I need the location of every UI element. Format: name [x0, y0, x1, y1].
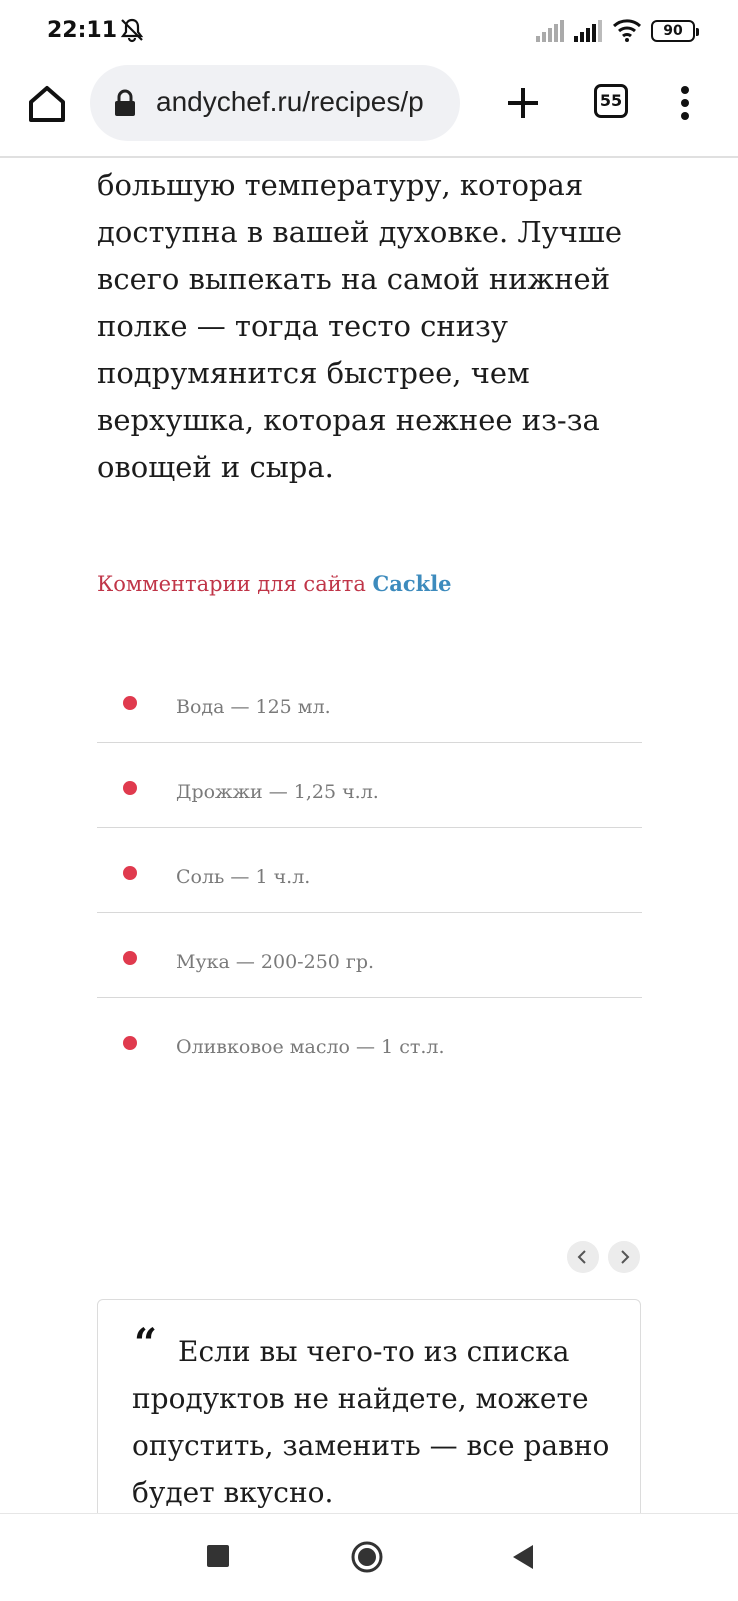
list-item — [97, 913, 642, 998]
ingredients-list — [97, 658, 642, 1082]
comments-label: Комментарии для сайта — [97, 572, 366, 596]
back-icon[interactable] — [511, 1543, 535, 1571]
ingredient-text: Оливковое масло — 1 ст.л. — [176, 1036, 445, 1058]
menu-icon[interactable] — [670, 80, 700, 126]
wifi-icon — [612, 18, 642, 42]
chevron-right-icon[interactable] — [608, 1241, 640, 1273]
system-nav-bar — [0, 1513, 738, 1601]
new-tab-icon[interactable] — [500, 80, 546, 126]
address-bar[interactable] — [90, 65, 460, 141]
chevron-left-icon[interactable] — [567, 1241, 599, 1273]
quote-text: Если вы чего-то из списка продуктов не найдете, можете опустить, заменить — все равно будет вкусно. — [132, 1335, 610, 1509]
url-text: andychef.ru/recipes/p — [156, 86, 424, 117]
signal-icon — [536, 20, 564, 42]
comments-brand[interactable]: Cackle — [372, 571, 452, 596]
page-content — [0, 158, 738, 1513]
browser-toolbar — [0, 62, 738, 158]
ingredient-text: Дрожжи — 1,25 ч.л. — [176, 781, 379, 803]
status-bar — [0, 0, 738, 62]
bullet-icon — [123, 1036, 137, 1050]
ingredient-text: Соль — 1 ч.л. — [176, 866, 311, 888]
quote-icon: “ — [134, 1320, 158, 1367]
ingredient-text: Вода — 125 мл. — [176, 696, 331, 718]
list-item — [97, 658, 642, 743]
article-paragraph: большую температуру, которая доступна в вашей духовке. Лучше всего выпекать на самой нижней полке — тогда тесто снизу подрумянится быстрее, чем верхушка, которая нежнее из-за овощей и сыра. — [97, 168, 623, 484]
status-time: 22:11 — [47, 18, 118, 43]
ingredient-text: Мука — 200-250 гр. — [176, 951, 375, 973]
bullet-icon — [123, 781, 137, 795]
quote-card — [97, 1299, 641, 1513]
home-button-icon[interactable] — [351, 1541, 383, 1573]
comments-link[interactable] — [97, 571, 452, 596]
signal-icon — [574, 20, 602, 42]
bullet-icon — [123, 696, 137, 710]
battery-icon: 90 — [651, 20, 695, 42]
home-icon[interactable] — [24, 80, 70, 126]
list-item — [97, 998, 642, 1082]
list-item — [97, 828, 642, 913]
mute-icon — [118, 16, 146, 44]
bullet-icon — [123, 951, 137, 965]
bullet-icon — [123, 866, 137, 880]
recents-icon[interactable] — [207, 1545, 229, 1567]
list-item — [97, 743, 642, 828]
tabs-icon[interactable]: 55 — [594, 84, 628, 118]
lock-icon — [114, 89, 136, 117]
